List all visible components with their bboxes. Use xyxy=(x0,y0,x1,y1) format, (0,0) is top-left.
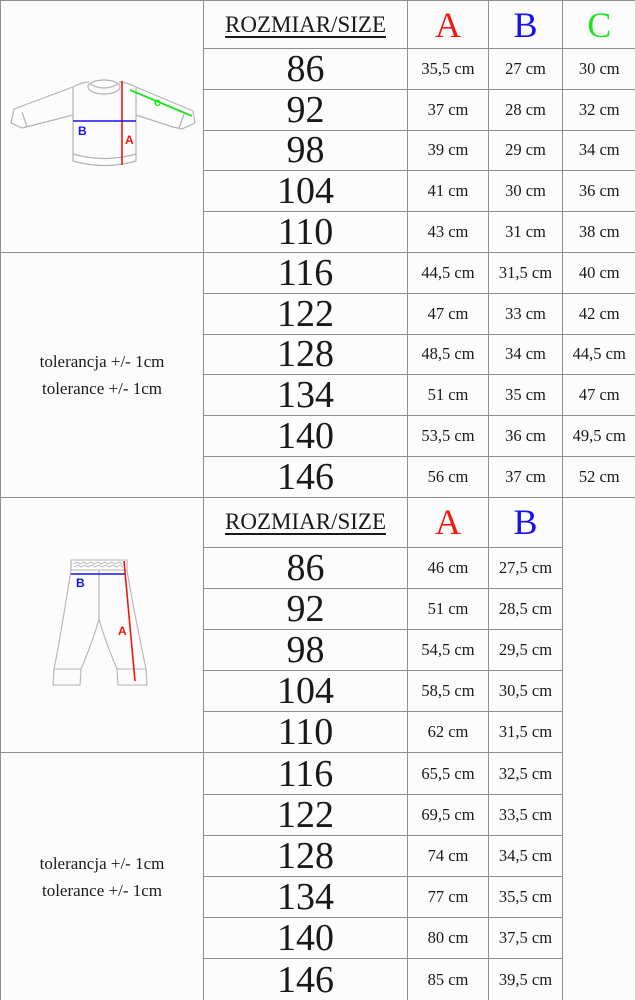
measurement-cell-b: 29 cm xyxy=(489,130,563,171)
measurement-cell-a: 53,5 cm xyxy=(408,416,489,457)
size-cell: 128 xyxy=(204,835,408,876)
size-row-116 xyxy=(1,252,635,293)
size-cell: 140 xyxy=(204,918,408,959)
size-cell: 116 xyxy=(204,753,408,794)
tolerance-note xyxy=(1,252,204,497)
measurement-cell-b: 34 cm xyxy=(489,334,563,375)
measurement-cell-a: 43 cm xyxy=(408,212,489,253)
pants-header-row xyxy=(1,497,563,547)
measurement-cell-c: 52 cm xyxy=(563,456,635,497)
pants-size-column-header xyxy=(204,497,408,547)
measurement-cell-b: 36 cm xyxy=(489,416,563,457)
measurement-cell-a: 47 cm xyxy=(408,293,489,334)
pants-label-a: A xyxy=(118,623,127,638)
measurement-cell-a: 51 cm xyxy=(408,588,489,629)
measurement-cell-c: 30 cm xyxy=(563,49,635,90)
shirt-label-b: B xyxy=(78,124,87,139)
size-cell: 98 xyxy=(204,629,408,670)
shirt-label-a: A xyxy=(125,133,134,148)
size-cell: 86 xyxy=(204,49,408,90)
measurement-cell-a: 62 cm xyxy=(408,712,489,753)
measurement-cell-c: 42 cm xyxy=(563,293,635,334)
measurement-cell-a: 39 cm xyxy=(408,130,489,171)
size-cell: 92 xyxy=(204,89,408,130)
size-cell: 146 xyxy=(204,959,408,1000)
measurement-cell-c: 44,5 cm xyxy=(563,334,635,375)
measurement-cell-a: 58,5 cm xyxy=(408,671,489,712)
measurement-cell-a: 74 cm xyxy=(408,835,489,876)
tops-size-column-header xyxy=(204,1,408,49)
measurement-cell-b: 31,5 cm xyxy=(489,712,563,753)
measurement-cell-a: 77 cm xyxy=(408,876,489,917)
measurement-cell-b: 37 cm xyxy=(489,456,563,497)
measurement-cell-a: 48,5 cm xyxy=(408,334,489,375)
measurement-cell-b: 28,5 cm xyxy=(489,588,563,629)
measurement-cell-a: 69,5 cm xyxy=(408,794,489,835)
shirt-label-c: c xyxy=(154,95,161,110)
measurement-cell-a: 44,5 cm xyxy=(408,252,489,293)
size-cell: 110 xyxy=(204,212,408,253)
tolerance-line: tolerance +/- 1cm xyxy=(41,880,163,900)
size-cell: 134 xyxy=(204,876,408,917)
size-cell: 140 xyxy=(204,416,408,457)
measurement-cell-c: 49,5 cm xyxy=(563,416,635,457)
measurement-cell-a: 41 cm xyxy=(408,171,489,212)
measurement-cell-b: 30,5 cm xyxy=(489,671,563,712)
measurement-cell-c: 47 cm xyxy=(563,375,635,416)
measurement-cell-c: 32 cm xyxy=(563,89,635,130)
measurement-cell-b: 31,5 cm xyxy=(489,252,563,293)
measurement-cell-b: 35,5 cm xyxy=(489,876,563,917)
tops-size-table xyxy=(0,0,635,498)
size-cell: 122 xyxy=(204,293,408,334)
measurement-cell-c: 34 cm xyxy=(563,130,635,171)
measurement-cell-a: 54,5 cm xyxy=(408,629,489,670)
measurement-cell-b: 32,5 cm xyxy=(489,753,563,794)
measurement-cell-b: 28 cm xyxy=(489,89,563,130)
tolerance-line: tolerancja +/- 1cm xyxy=(39,853,165,873)
pants-size-table xyxy=(0,497,563,1000)
tops-header-row xyxy=(1,1,635,49)
tolerance-note xyxy=(1,753,204,1000)
measurement-cell-a: 51 cm xyxy=(408,375,489,416)
measurement-cell-b: 29,5 cm xyxy=(489,629,563,670)
measurement-cell-c: 38 cm xyxy=(563,212,635,253)
measurement-cell-b: 31 cm xyxy=(489,212,563,253)
measurement-cell-a: 65,5 cm xyxy=(408,753,489,794)
tolerance-line: tolerance +/- 1cm xyxy=(41,378,163,398)
pants-label-b: B xyxy=(76,575,85,590)
measurement-cell-a: 46 cm xyxy=(408,547,489,588)
size-cell: 134 xyxy=(204,375,408,416)
measurement-cell-b: 33 cm xyxy=(489,293,563,334)
shirt-diagram xyxy=(1,1,204,253)
pants-size-header-label: ROZMIAR/SIZE xyxy=(225,508,386,534)
measurement-cell-b: 27,5 cm xyxy=(489,547,563,588)
size-cell: 92 xyxy=(204,588,408,629)
size-cell: 146 xyxy=(204,456,408,497)
measurement-cell-a: 37 cm xyxy=(408,89,489,130)
pants-diagram xyxy=(1,497,204,753)
measurement-cell-b: 27 cm xyxy=(489,49,563,90)
measurement-cell-b: 34,5 cm xyxy=(489,835,563,876)
tops-column-header-c: C xyxy=(563,1,635,49)
measurement-cell-b: 39,5 cm xyxy=(489,959,563,1000)
pants-figure xyxy=(50,555,154,695)
measurement-cell-a: 35,5 cm xyxy=(408,49,489,90)
pants-column-header-a: A xyxy=(408,497,489,547)
measurement-cell-b: 35 cm xyxy=(489,375,563,416)
size-cell: 116 xyxy=(204,252,408,293)
measurement-cell-b: 33,5 cm xyxy=(489,794,563,835)
measurement-cell-b: 30 cm xyxy=(489,171,563,212)
tops-column-header-b: B xyxy=(489,1,563,49)
shirt-sleeve-line-c xyxy=(130,90,192,116)
pants-length-line-a xyxy=(124,561,135,681)
measurement-cell-b: 37,5 cm xyxy=(489,918,563,959)
size-cell: 104 xyxy=(204,671,408,712)
tolerance-line: tolerancja +/- 1cm xyxy=(39,351,165,371)
size-row-116 xyxy=(1,753,563,794)
tops-column-header-a: A xyxy=(408,1,489,49)
measurement-cell-a: 80 cm xyxy=(408,918,489,959)
size-cell: 122 xyxy=(204,794,408,835)
size-cell: 110 xyxy=(204,712,408,753)
size-cell: 104 xyxy=(204,171,408,212)
measurement-cell-a: 85 cm xyxy=(408,959,489,1000)
measurement-cell-a: 56 cm xyxy=(408,456,489,497)
pants-column-header-b: B xyxy=(489,497,563,547)
size-cell: 86 xyxy=(204,547,408,588)
long-sleeve-shirt-diagram xyxy=(6,78,198,174)
size-cell: 128 xyxy=(204,334,408,375)
measurement-cell-c: 36 cm xyxy=(563,171,635,212)
size-cell: 98 xyxy=(204,130,408,171)
measurement-cell-c: 40 cm xyxy=(563,252,635,293)
tops-size-header-label: ROZMIAR/SIZE xyxy=(225,11,386,37)
